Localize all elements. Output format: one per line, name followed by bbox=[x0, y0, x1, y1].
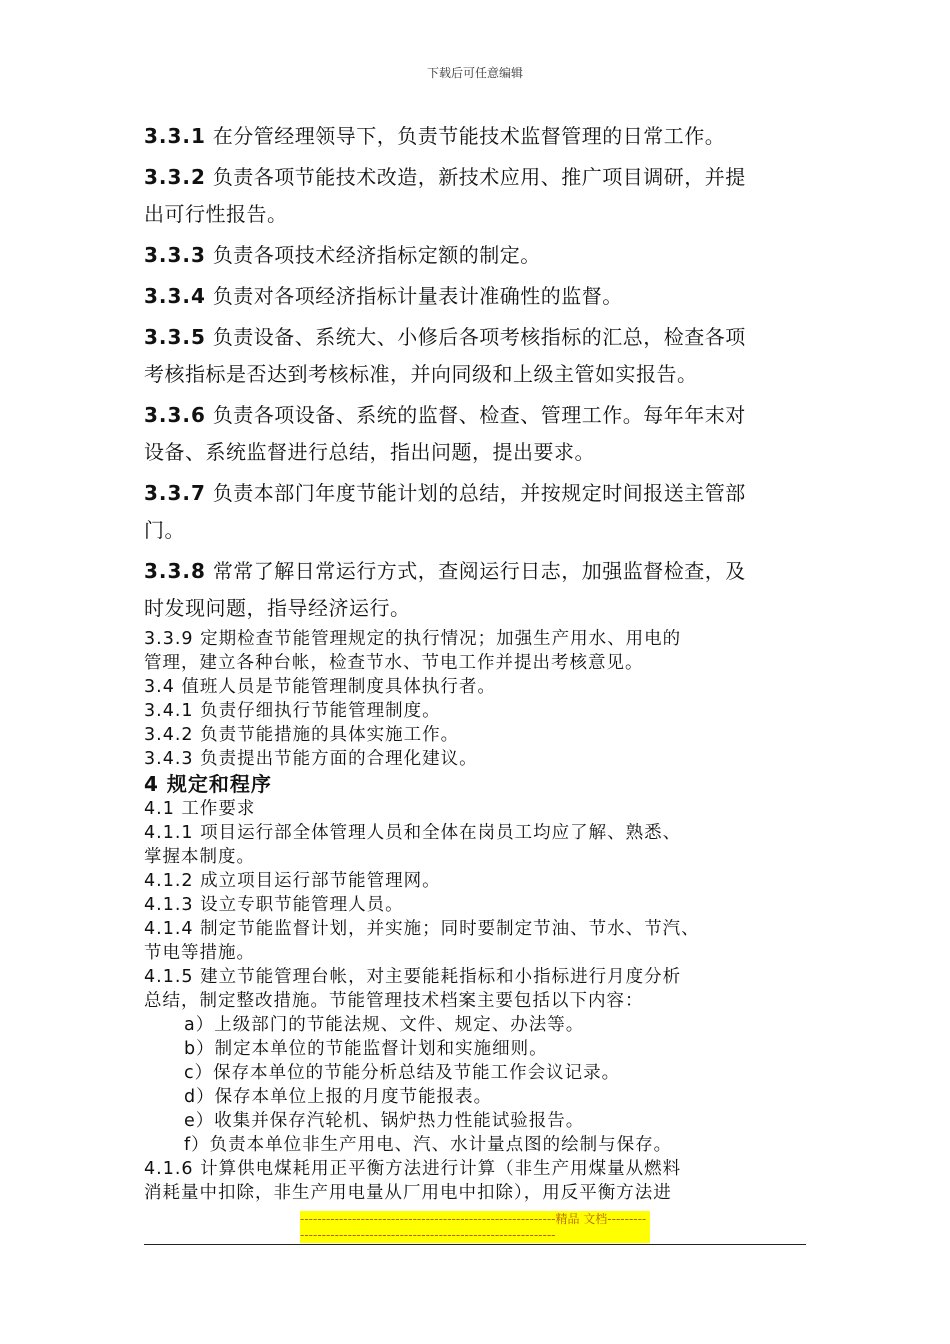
paragraph-3-3-7 bbox=[144, 475, 814, 549]
paragraph-text: 负责对各项经济指标计量表计准确性的监督。 bbox=[212, 284, 623, 308]
line-3-4-3: 3.4.3 负责提出节能方面的合理化建议。 bbox=[144, 749, 478, 769]
paragraph-3-3-6 bbox=[144, 397, 814, 471]
list-item-a: a）上级部门的节能法规、文件、规定、办法等。 bbox=[184, 1015, 585, 1035]
paragraph-3-3-4 bbox=[144, 278, 814, 315]
section-number: 3.3.1 bbox=[144, 124, 206, 148]
paragraph-continuation: 考核指标是否达到考核标准，并向同级和上级主管如实报告。 bbox=[144, 362, 698, 386]
paragraph-3-3-5 bbox=[144, 319, 814, 393]
paragraph-text: 负责设备、系统大、小修后各项考核指标的汇总，检查各项 bbox=[212, 325, 746, 349]
list-item-f: f）负责本单位非生产用电、汽、水计量点图的绘制与保存。 bbox=[184, 1135, 673, 1155]
line-4-1: 4.1 工作要求 bbox=[144, 799, 256, 819]
footer-divider bbox=[144, 1244, 806, 1245]
line-3-3-9b: 管理，建立各种台帐，检查节水、节电工作并提出考核意见。 bbox=[144, 653, 644, 673]
section-number: 3.3.4 bbox=[144, 284, 206, 308]
list-item-b: b）制定本单位的节能监督计划和实施细则。 bbox=[184, 1039, 548, 1059]
line-4-1-1a: 4.1.1 项目运行部全体管理人员和全体在岗员工均应了解、熟悉、 bbox=[144, 823, 682, 843]
list-item-d: d）保存本单位上报的月度节能报表。 bbox=[184, 1087, 493, 1107]
line-4-1-5b: 总结，制定整改措施。节能管理技术档案主要包括以下内容： bbox=[144, 991, 644, 1011]
section-number: 3.3.3 bbox=[144, 243, 206, 267]
paragraph-3-3-3 bbox=[144, 237, 814, 274]
paragraph-3-3-2 bbox=[144, 159, 814, 233]
section-number: 3.3.5 bbox=[144, 325, 206, 349]
paragraph-text: 负责各项节能技术改造，新技术应用、推广项目调研，并提 bbox=[212, 165, 746, 189]
paragraph-3-3-1 bbox=[144, 118, 814, 155]
footer-watermark: -----------------------------------------------------------精品 文档-------------------------------------------------------------------- bbox=[300, 1211, 650, 1243]
line-3-4: 3.4 值班人员是节能管理制度具体执行者。 bbox=[144, 677, 496, 697]
paragraph-text: 负责各项技术经济指标定额的制定。 bbox=[212, 243, 541, 267]
list-item-c: c）保存本单位的节能分析总结及节能工作会议记录。 bbox=[184, 1063, 621, 1083]
paragraph-text: 负责本部门年度节能计划的总结，并按规定时间报送主管部 bbox=[212, 481, 746, 505]
paragraph-continuation: 出可行性报告。 bbox=[144, 202, 288, 226]
section-heading-4: 4 规定和程序 bbox=[144, 772, 272, 796]
paragraph-continuation: 设备、系统监督进行总结，指出问题，提出要求。 bbox=[144, 440, 595, 464]
line-4-1-6b: 消耗量中扣除，非生产用电量从厂用电中扣除），用反平衡方法进 bbox=[144, 1183, 672, 1203]
document-body bbox=[144, 118, 814, 1205]
page-header: 下载后可任意编辑 bbox=[426, 66, 523, 80]
paragraph-text: 在分管经理领导下，负责节能技术监督管理的日常工作。 bbox=[212, 124, 726, 148]
line-4-1-3: 4.1.3 设立专职节能管理人员。 bbox=[144, 895, 404, 915]
section-number: 3.3.8 bbox=[144, 559, 206, 583]
line-4-1-2: 4.1.2 成立项目运行部节能管理网。 bbox=[144, 871, 441, 891]
paragraph-text: 负责各项设备、系统的监督、检查、管理工作。每年年末对 bbox=[212, 403, 746, 427]
line-3-4-1: 3.4.1 负责仔细执行节能管理制度。 bbox=[144, 701, 441, 721]
section-number: 3.3.7 bbox=[144, 481, 206, 505]
line-4-1-4b: 节电等措施。 bbox=[144, 943, 255, 963]
paragraph-continuation: 时发现问题，指导经济运行。 bbox=[144, 596, 411, 620]
line-4-1-5a: 4.1.5 建立节能管理台帐，对主要能耗指标和小指标进行月度分析 bbox=[144, 967, 682, 987]
paragraph-text: 常常了解日常运行方式，查阅运行日志，加强监督检查，及 bbox=[212, 559, 746, 583]
section-number: 3.3.6 bbox=[144, 403, 206, 427]
paragraph-continuation: 门。 bbox=[144, 518, 185, 542]
list-item-e: e）收集并保存汽轮机、锅炉热力性能试验报告。 bbox=[184, 1111, 585, 1131]
line-4-1-1b: 掌握本制度。 bbox=[144, 847, 255, 867]
line-4-1-6a: 4.1.6 计算供电煤耗用正平衡方法进行计算（非生产用煤量从燃料 bbox=[144, 1159, 682, 1179]
paragraph-3-3-8 bbox=[144, 553, 814, 627]
section-number: 3.3.2 bbox=[144, 165, 206, 189]
line-3-4-2: 3.4.2 负责节能措施的具体实施工作。 bbox=[144, 725, 460, 745]
line-3-3-9a: 3.3.9 定期检查节能管理规定的执行情况；加强生产用水、用电的 bbox=[144, 629, 682, 649]
line-4-1-4a: 4.1.4 制定节能监督计划，并实施；同时要制定节油、节水、节汽、 bbox=[144, 919, 700, 939]
